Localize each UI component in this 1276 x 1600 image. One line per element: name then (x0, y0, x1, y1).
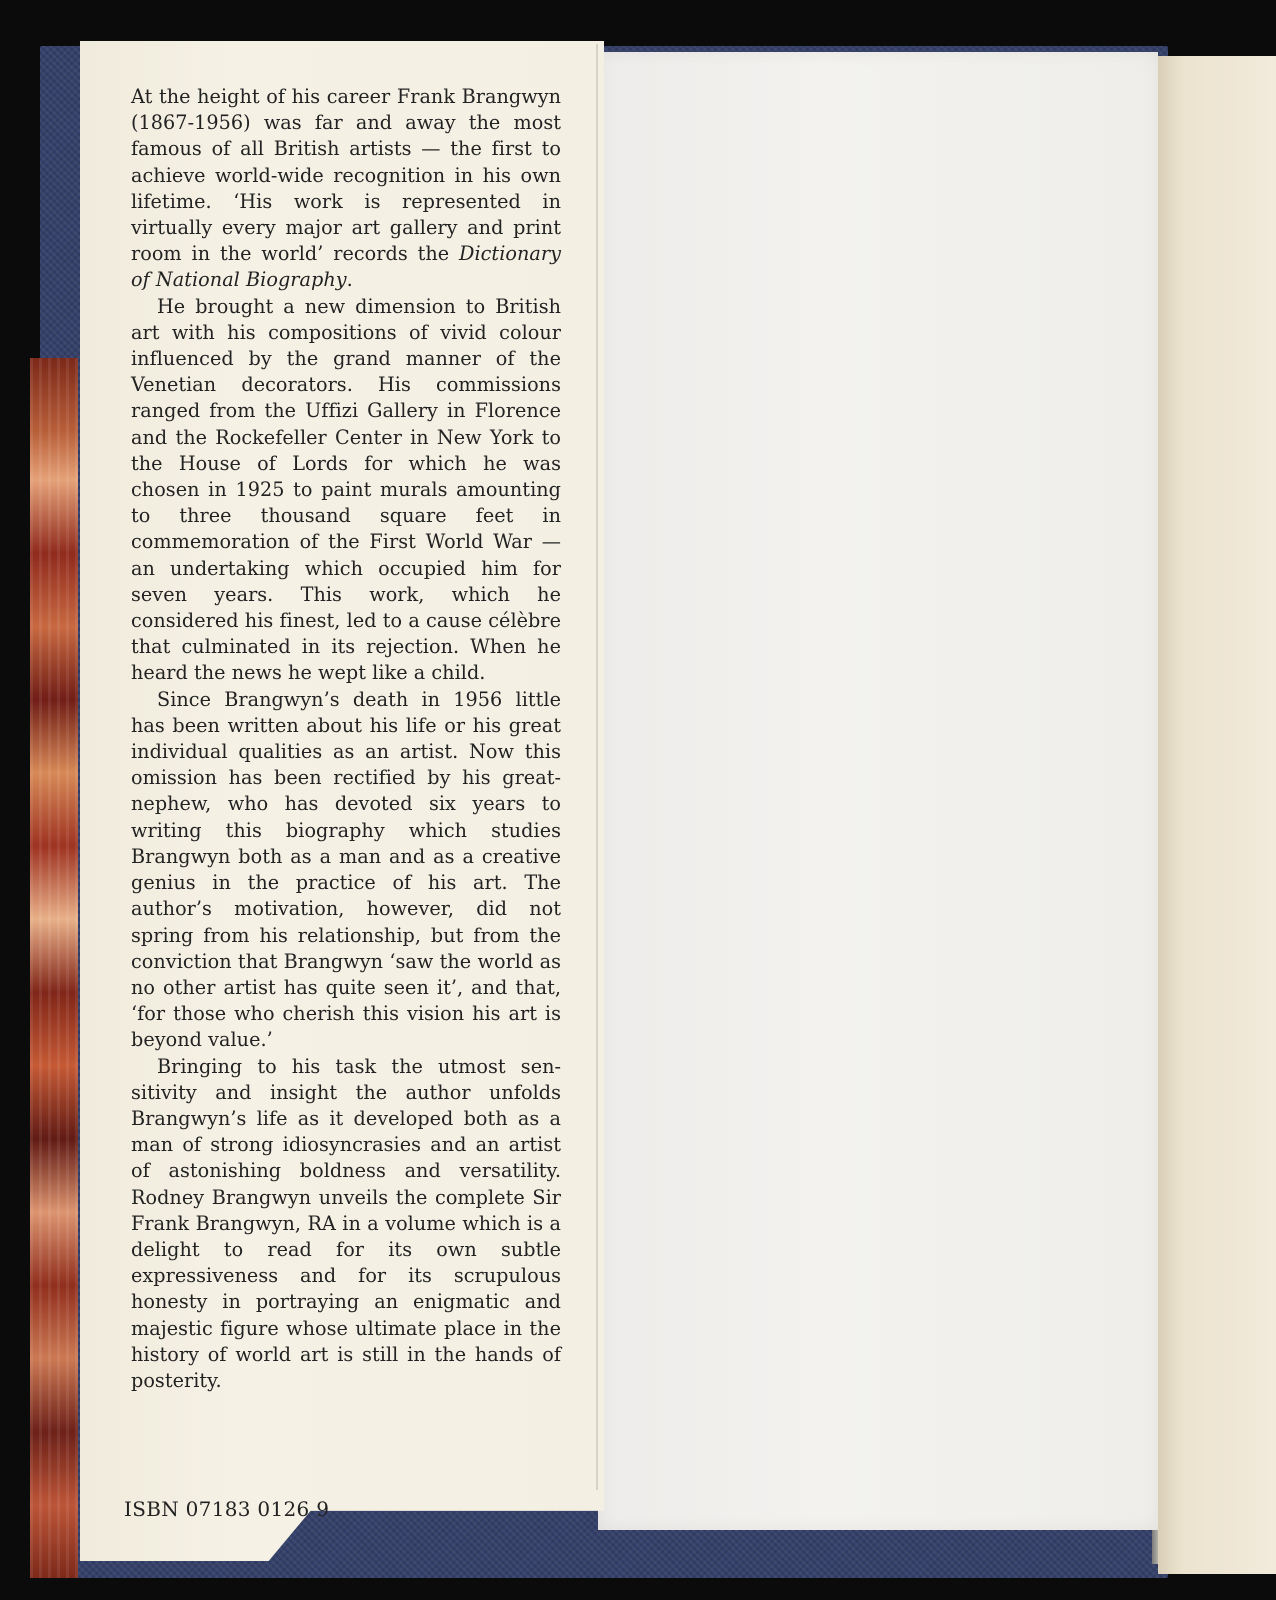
flap-blurb (131, 84, 561, 1394)
flap-edge (596, 44, 598, 1490)
isbn-number: ISBN 07183 0126 9 (124, 1497, 330, 1521)
blank-inner-page (598, 52, 1158, 1530)
blurb-paragraph-4: Bringing to his task the utmost sensitivity and insight the author unfolds Brangwyn’s life as it developed both as a man of strong idiosyncrasies and an artist of astonishing boldness and versatility. Rodney Brangwyn unveils the complete Sir Frank Brangwyn, RA in a volume which is a delight to read for its own subtle expressiveness and for its scrupulous honesty in portraying an enigmatic and majestic figure whose ultimate place in the history of world art is still in the hands of posterity. (131, 1054, 561, 1392)
blurb-paragraph-2: He brought a new dimension to British art with his compositions of vivid colour influenced by the grand manner of the Venetian decorators. His commissions ranged from the Uffizi Gallery in Florence and the Rockefeller Center in New York to the House of Lords for which he was chosen in 1925 to paint murals amounting to three thousand square feet in commemoration of the First World War — an undertaking which occupied him for seven years. This work, which he considered his finest, led to a cause célèbre that culminated in its rejection. When he heard the news he wept like a child. (131, 294, 561, 685)
blurb-italic-title: Dictionary of National Biography (131, 242, 561, 292)
blurb-paragraph-1: At the height of his career Frank Brangwyn (1867-1956) was far and away the most famous of all British artists — the first to achieve world-wide recognition in his own lifetime. ‘His work is represented in virtually every major art gallery and print room in the world’ records the Dictionary of National Biography. (131, 85, 561, 292)
blurb-paragraph-3: Since Brangwyn’s death in 1956 little has been written about his life or his great individual qualities as an artist. Now this omission has been rectified by his great-nephew, who has devoted six years to writing this biography which studies Brangwyn both as a man and as a creative genius in the practice of his art. The author’s motivation, however, did not spring from his relationship, but from the conviction that Brangwyn ‘saw the world as no other artist has quite seen it’, and that, ‘for those who cherish this vision his art is beyond value.’ (131, 687, 561, 1052)
jacket-spine-artwork (30, 358, 78, 1578)
endpaper (1158, 56, 1276, 1574)
